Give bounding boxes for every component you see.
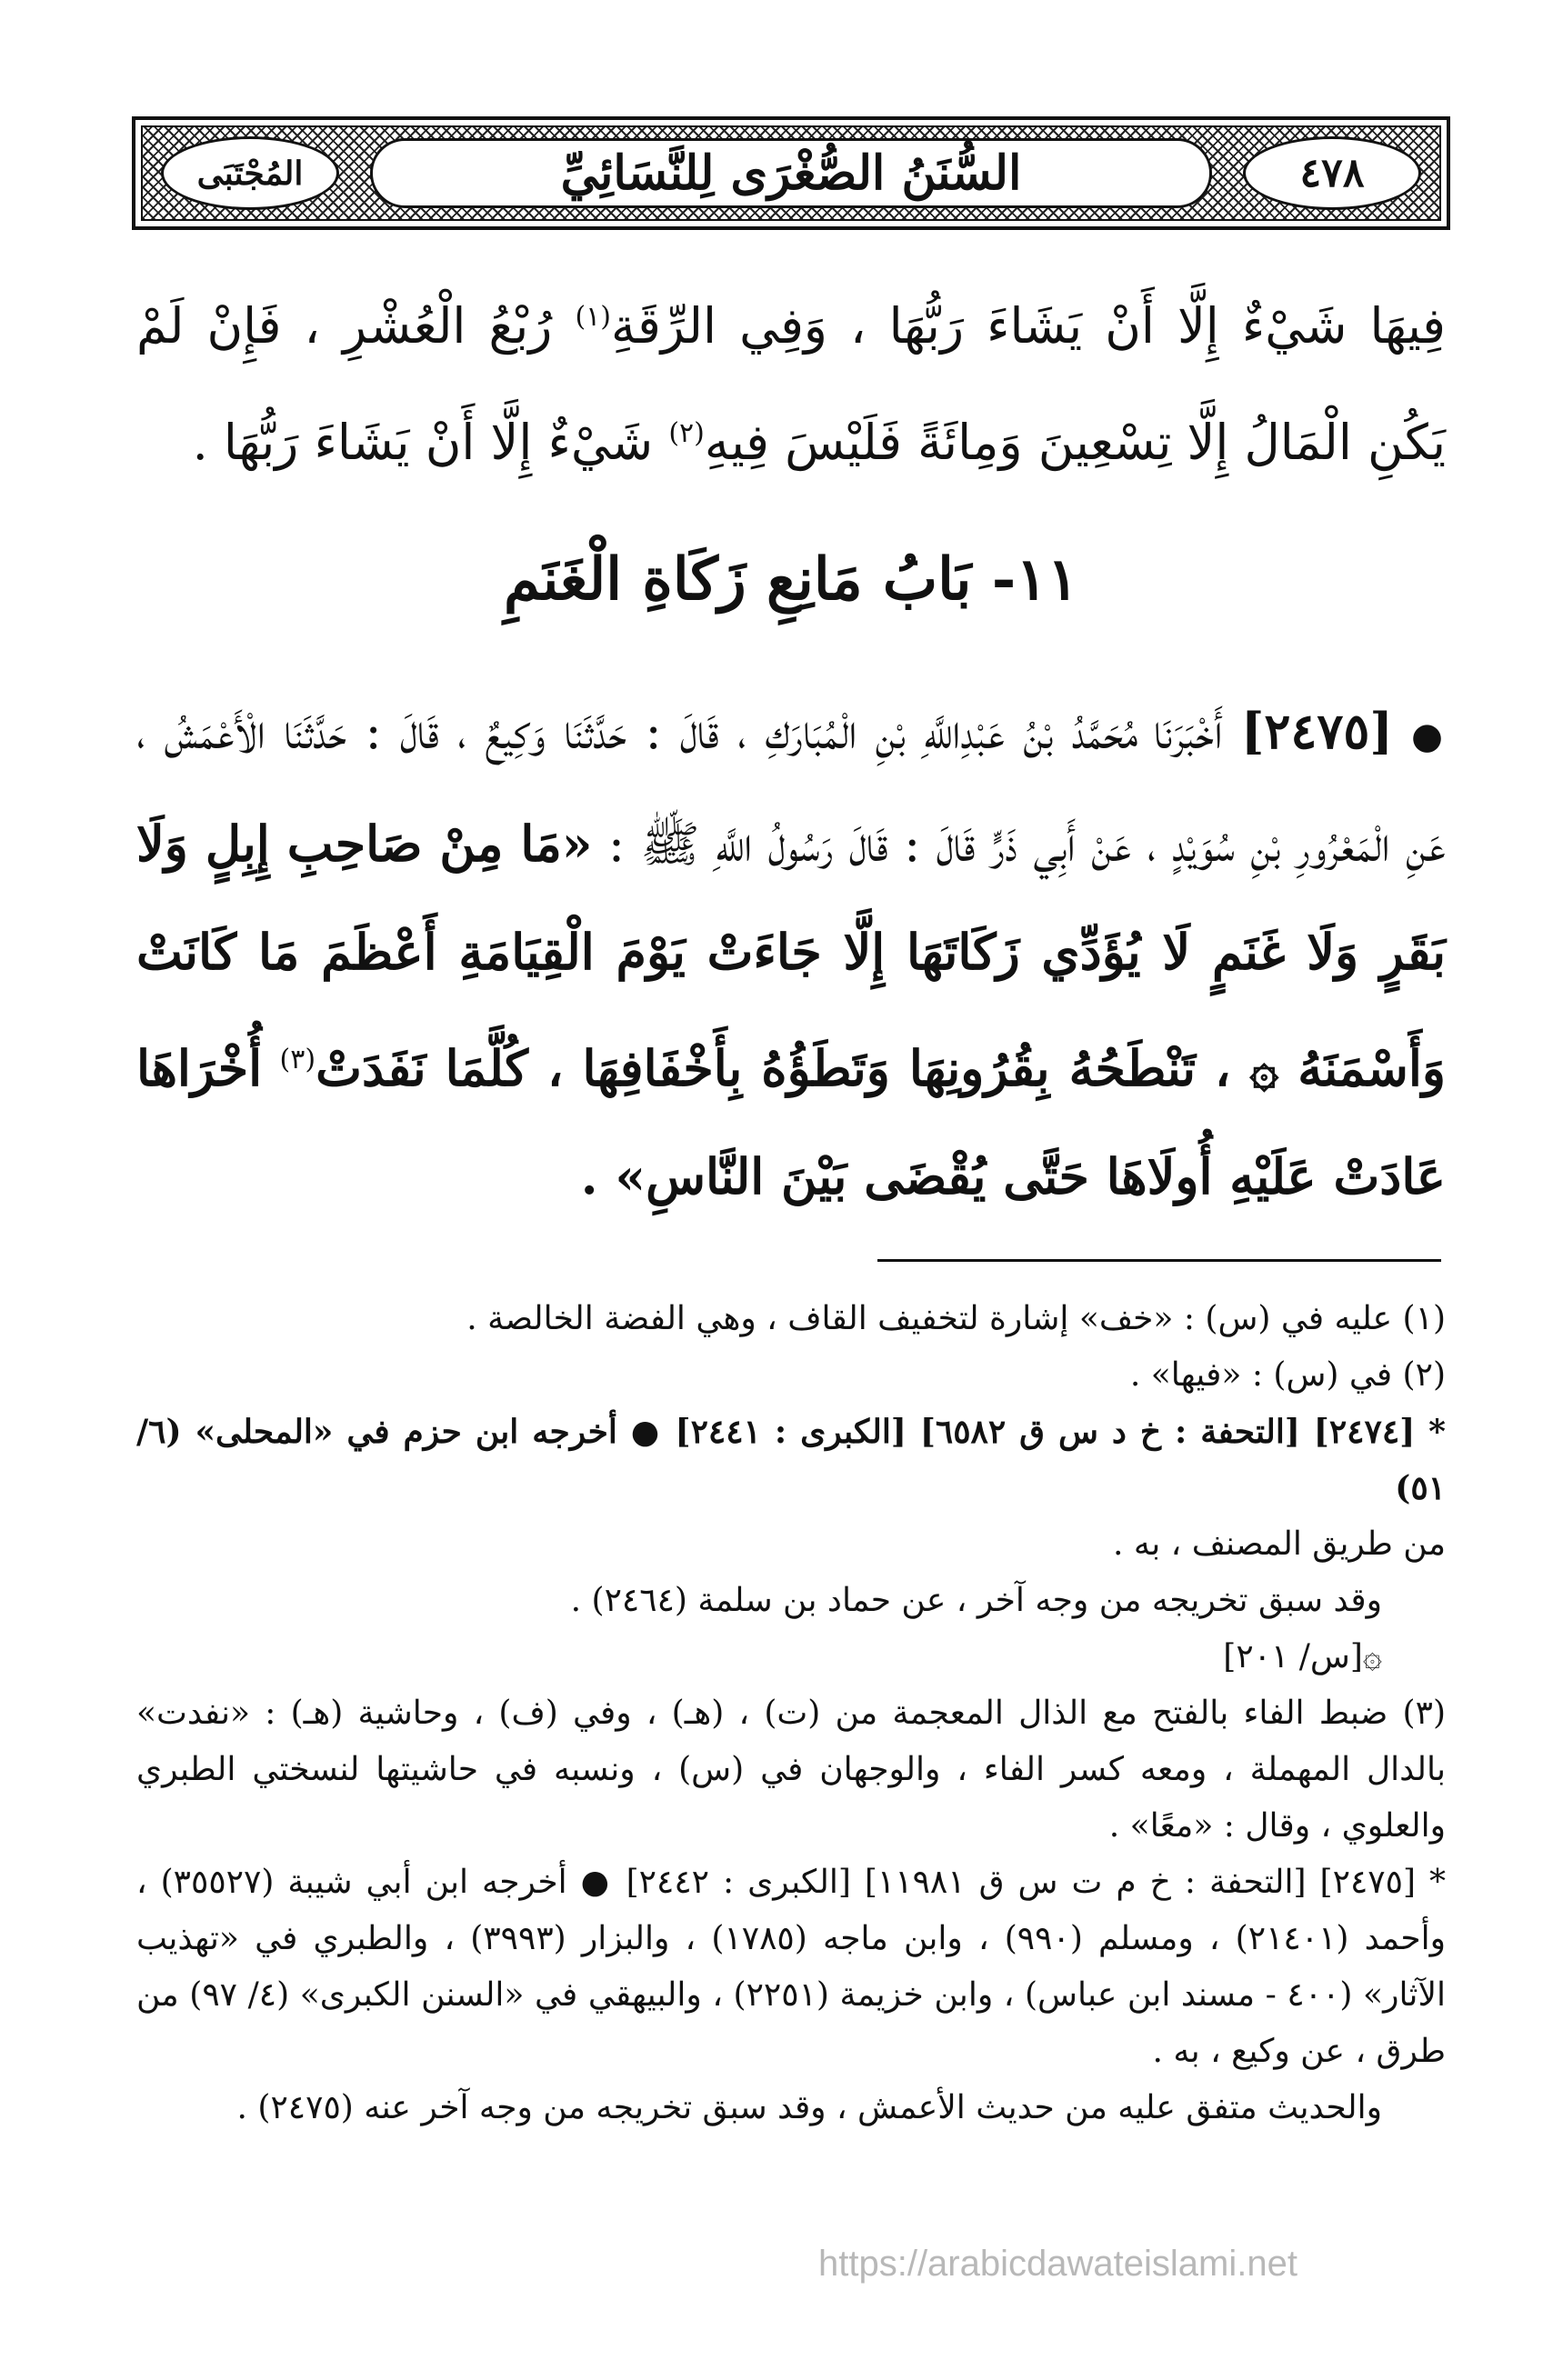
- hadith-matn-a: «مَا مِنْ صَاحِبِ إِبِلٍ وَلَا بَقَرٍ وَلَا غَنَمٍ لَا يُؤَدِّي زَكَاتَهَا إِلَّا جَاءَتْ يَوْمَ الْقِيَامَةِ أَعْظَمَ مَا كَانَتْ وَأَسْمَنَهُ ۞ ، تَنْطَحُهُ بِقُرُونِهَا وَتَطَؤُهُ بِأَخْفَافِهَا ، كُلَّمَا نَفَدَتْ: [136, 815, 1446, 1097]
- intro-line1-b: رُبْعُ الْعُشْرِ ، فَإِنْ لَمْ يَكُنِ الْمَالُ إِلَّا: [136, 297, 1446, 471]
- footnote-2: (٢) في (س) : «فيها» .: [1129, 1356, 1446, 1394]
- takhrij-2475: * [٢٤٧٥] [التحفة : خ م ت س ق ١١٩٨١] [الكبرى : ٢٤٤٢] ● أخرجه ابن أبي شيبة (٣٥٥٢٧) ، وأحمد (٢١٤٠١) ، ومسلم (٩٩٠) ، وابن ماجه (١٧٨٥) ، والبزار (٣٩٩٣) ، والطبري في «تهذيب الآثار» (٤٠٠ - مسند ابن عباس) ، وابن خزيمة (٢٢٥١) ، والبيهقي في «السنن الكبرى» (٤/ ٩٧) من طرق ، عن وكيع ، به .: [136, 1864, 1446, 2070]
- intro-paragraph: [136, 264, 1446, 496]
- hadith-matn-b: أُخْرَاهَا عَادَتْ عَلَيْهِ أُولَاهَا حَتَّى يُقْضَى بَيْنَ النَّاسِ» .: [136, 1039, 1446, 1205]
- section-heading: ١١- بَابُ مَانِعِ زَكَاةِ الْغَنَمِ: [503, 545, 1079, 614]
- takhrij-2475-note: والحديث متفق عليه من حديث الأعمش ، وقد سبق تخريجه من وجه آخر عنه (٢٤٧٥) .: [236, 2089, 1382, 2126]
- footnote-divider: [877, 1259, 1441, 1262]
- hadith-paragraph: [136, 677, 1446, 1231]
- page-marker: ۞[س/ ٢٠١]: [1223, 1638, 1382, 1675]
- footnotes-section: [136, 1291, 1446, 2136]
- hadith-isnad: أَخْبَرَنَا مُحَمَّدُ بْنُ عَبْدِاللَّهِ بْنِ الْمُبَارَكِ ، قَالَ : حَدَّثَنَا وَكِيعٌ ، قَالَ : حَدَّثَنَا الْأَعْمَشُ ، عَنِ الْمَعْرُورِ بْنِ سُوَيْدٍ ، عَنْ أَبِي ذَرٍّ قَالَ : قَالَ رَسُولُ اللَّهِ ﷺ :: [136, 703, 1447, 873]
- takhrij-2474-cont: من طريق المصنف ، به .: [1113, 1525, 1446, 1563]
- intro-line2-a: تِسْعِينَ وَمِائَةً فَلَيْسَ فِيهِ: [704, 414, 1172, 471]
- header-title-frame: [370, 138, 1212, 208]
- takhrij-2474-head: * [٢٤٧٤] [التحفة : خ د س ق ٦٥٨٢] [الكبرى : ٢٤٤١] ● أخرجه ابن حزم في «المحلى» (٦/ ٥١): [136, 1413, 1446, 1507]
- header-ornament-border: [141, 125, 1441, 221]
- intro-line1-a: فِيهَا شَيْءٌ إِلَّا أَنْ يَشَاءَ رَبُّهَا ، وَفِي الرِّقَةِ: [611, 297, 1446, 355]
- takhrij-2474-note: وقد سبق تخريجه من وجه آخر ، عن حماد بن سلمة (٢٤٦٤) .: [570, 1582, 1382, 1619]
- page-header: [132, 116, 1450, 230]
- hadith-bullet: ●: [1411, 715, 1447, 757]
- hadith-number: [٢٤٧٥]: [1240, 702, 1393, 760]
- book-emblem: المُجْتَبَى: [161, 136, 339, 210]
- watermark-url: https://arabicdawateislami.net: [818, 2244, 1297, 2284]
- footnote-ref-3: (٣): [279, 1044, 316, 1075]
- page-number: ٤٧٨: [1243, 136, 1421, 210]
- footnote-3: (٣) ضبط الفاء بالفتح مع الذال المعجمة من (ت) ، (هـ) ، وفي (ف) ، وحاشية (هـ) : «نفدت» بالدال المهملة ، ومعه كسر الفاء ، والوجهان في (س) ، ونسبه في حاشيتها لنسختي الطبري والعلوي ، وقال : «معًا» .: [136, 1695, 1446, 1845]
- footnote-ref-1: (١): [575, 301, 611, 333]
- footnote-1: (١) عليه في (س) : «خف» إشارة لتخفيف القاف ، وهي الفضة الخالصة .: [466, 1300, 1446, 1337]
- footnote-ref-2: (٢): [668, 417, 705, 449]
- book-title: السُّنَنُ الصُّغْرَى لِلنَّسَائِيِّ: [560, 145, 1022, 201]
- intro-line2-b: شَيْءٌ إِلَّا أَنْ يَشَاءَ رَبُّهَا .: [192, 414, 654, 471]
